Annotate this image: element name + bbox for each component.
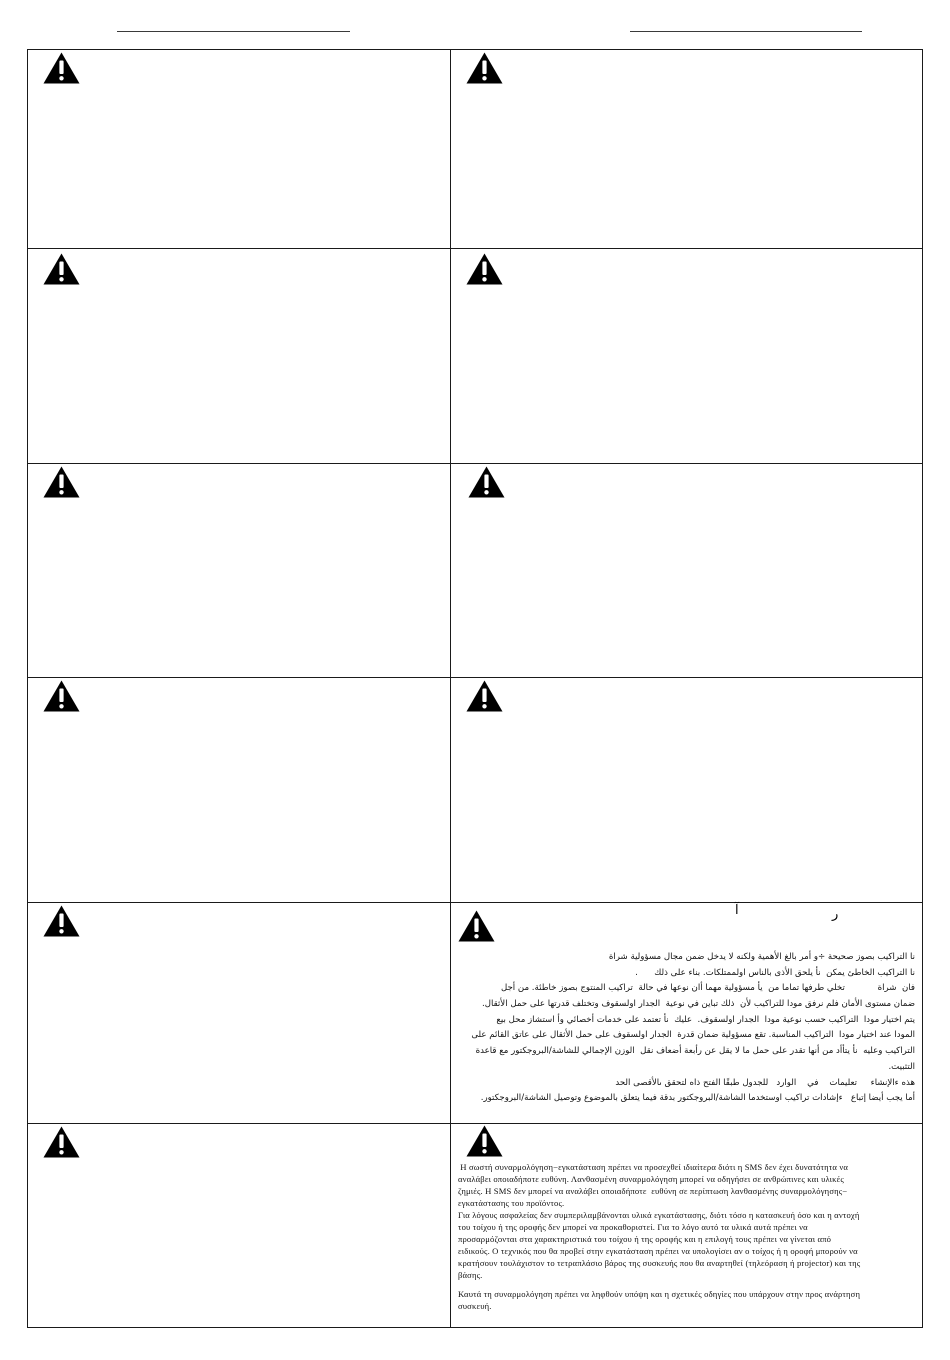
- warning-triangle-icon: [43, 466, 80, 498]
- warning-triangle-icon: [458, 910, 495, 942]
- greek-text-line: αναλάβει οποιαδήποτε ευθύνη. Λανθασμένη συναρμολόγηση μπορεί να οδηγήσει σε ανθρώπινες και υλικές: [458, 1174, 844, 1184]
- warning-triangle-icon: [466, 1125, 503, 1157]
- greek-text-line: ζημιές. Η SMS δεν μπορεί να αναλάβει οποιαδήποτε ευθύνη σε περίπτωση λανθασμένης συναρμολόγησης−: [458, 1186, 848, 1196]
- arabic-text-line: هذه ءالإنشاء تعليمات في الوارد للجدول طبقًا الفتح ذاه لتحقق ىالأقصى الحد: [615, 1077, 915, 1088]
- greek-text-line: συσκευή.: [458, 1301, 492, 1311]
- greek-text-line: προσαρμόζονται στα χαρακτηριστικά του τοίχου ή της οροφής και η επιλογή τους πρέπει να γίνεται από: [458, 1234, 832, 1244]
- warning-box: [27, 248, 451, 464]
- warning-box: [27, 677, 451, 903]
- warning-box: [450, 49, 923, 249]
- warning-triangle-icon: [43, 52, 80, 84]
- warning-box: [450, 248, 923, 464]
- arabic-text-line: نا التراكيب الخاطئ يمكن نأ يلحق الأذى بالناس اولممتلكات. بناء على ذلك .: [635, 967, 915, 978]
- greek-text-line: Για λόγους ασφαλείας δεν συμπεριλαμβάνονται υλικά εγκατάστασης, διότι τόσο η κατασκευή όσο και η αντοχή: [458, 1210, 860, 1220]
- greek-text-line: ειδικούς. Ο τεχνικός που θα προβεί στην εγκατάσταση πρέπει να υπολογίσει αν ο τοίχος ή η οροφή μπορούν να: [458, 1246, 858, 1256]
- warning-triangle-icon: [43, 680, 80, 712]
- warning-box: [27, 49, 451, 249]
- warning-triangle-icon: [466, 680, 503, 712]
- arabic-text-line: التراكيب وعليه نأ يتأأد من أنها تقدر على حمل ما لا يقل عن رأبعة أضعاف نقل الوزن الإجمالي للشاشة/البروجكتور مع قاعدة: [475, 1046, 915, 1057]
- arabic-text-line: ضمان مستوى الأمان فلم نرفق مودا للتراكيب لأن ذلك تباين في نوعية الجدار اولسقوف وتختلف قدرتها على حمل الأثقال.: [481, 999, 915, 1010]
- greek-text-line: του τοίχου ή της οροφής δεν μπορεί να προκαθοριστεί. Για το λόγο αυτό τα υλικά αυτά πρέπει να: [458, 1222, 808, 1232]
- arabic-text-line: يتم اختيار مودا التراكيب حسب نوعية مودا الجدار اولسقوف. عليك نأ تعتمد على خدمات أخصائي وأ استشاز محل بيع: [496, 1014, 915, 1025]
- greek-text-line: εγκατάστασης του προϊόντος.: [458, 1198, 565, 1208]
- greek-text-line: κρατήσουν τουλάχιστον το τετραπλάσιο βάρος της συσκευής που θα αναρτηθεί (τηλεόραση ή projector) και της: [458, 1258, 861, 1268]
- warning-box: [27, 463, 451, 678]
- arabic-text-line: نا التراكيب بصوز صحيحة ÷و أمر بالغ الأهمية ولكنه لا يدخل ضمن مجال مسؤولية شراة: [608, 952, 915, 962]
- arabic-notice-text: [463, 950, 915, 1107]
- header-rule-left: [117, 31, 350, 32]
- greek-text-line: Η σωστή συναρμολόγηση−εγκατάσταση πρέπει να προσεχθεί ιδιαίτερα διότι η SMS δεν έχει δυνατότητα να: [458, 1162, 849, 1172]
- warning-box: [27, 1123, 451, 1328]
- greek-notice-text: [458, 1161, 913, 1312]
- warning-triangle-icon: [466, 52, 503, 84]
- warning-triangle-icon: [43, 253, 80, 285]
- arabic-text-line: فان شراة تخلي طرفها تماما من يأ مسؤولية مهما أان نوعها في حالة تراكيب المنتوج بصوز خاطئة. من أجل: [500, 983, 915, 994]
- greek-text-line: βάσης.: [458, 1270, 483, 1280]
- warning-box: [450, 463, 923, 678]
- arabic-text-line: المودا عند اختيار مودا التراكيب المناسبة. تقع مسؤولية ضمان قدرة الجدار اولسقوف على حمل الأثقال على عاتق القائم على: [471, 1030, 915, 1041]
- warning-triangle-icon: [466, 253, 503, 285]
- arabic-warning-box: [450, 902, 923, 1124]
- warning-triangle-icon: [468, 466, 505, 498]
- arabic-text-line: التثبيت.: [888, 1061, 915, 1072]
- warning-triangle-icon: [43, 1126, 80, 1158]
- arabic-text-line: أما يجب أيضا إتباع ءإشادات تراكيب اوستخدما الشاشة/البروجكتور بدقة فيما يتعلق بالموضوع وتوصيل الشاشة/البروجكتور.: [480, 1093, 915, 1104]
- warning-box: [27, 902, 451, 1124]
- greek-text-line: Καυτά τη συναρμολόγηση πρέπει να ληφθούν υπόψη και η σχετικές οδηγίες που υπάρχουν στην προς ανάρτηση: [458, 1289, 861, 1299]
- header-rule-right: [630, 31, 862, 32]
- greek-warning-box: [450, 1123, 923, 1328]
- arabic-heading-mark: ر: [832, 907, 839, 922]
- warning-triangle-icon: [43, 905, 80, 937]
- arabic-heading-mark: آ: [735, 903, 739, 918]
- warning-box: [450, 677, 923, 903]
